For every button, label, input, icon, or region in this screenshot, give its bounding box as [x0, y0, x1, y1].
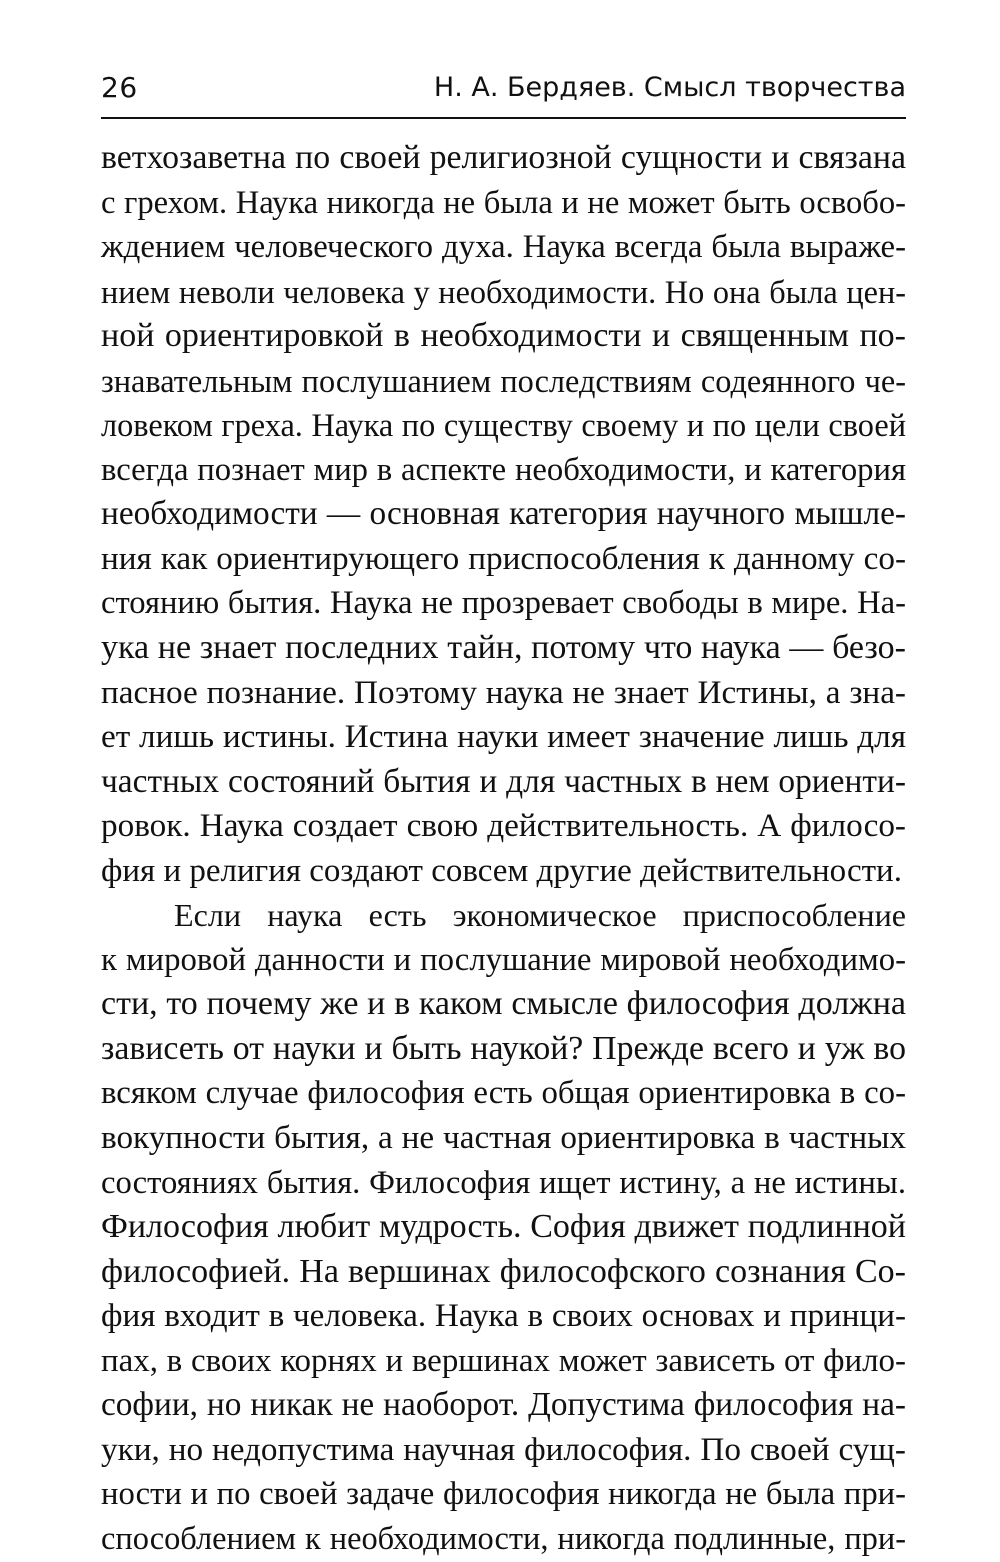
paragraph [101, 136, 906, 893]
text-line: пасное познание. Поэтому наука не знает Истины, а зна- [101, 673, 906, 711]
text-line: ности и по своей задаче философия никогда не была при- [101, 1476, 906, 1513]
text-line: ет лишь истины. Истина науки имеет значение лишь для [101, 718, 906, 756]
text-line: уки, но недопустима научная философия. По своей сущ- [101, 1430, 906, 1468]
text-line: Философия любит мудрость. София движет подлинной [101, 1208, 906, 1246]
text-line: частных состояний бытия и для частных в нем ориенти- [101, 762, 906, 800]
text-line: философией. На вершинах философского сознания Со- [101, 1252, 906, 1290]
text-line: состояниях бытия. Философия ищет истину, а не истины. [101, 1164, 906, 1201]
text-line: способлением к необходимости, никогда подлинные, при- [101, 1520, 906, 1557]
text-line: всяком случае философия есть общая ориентировка в со- [101, 1075, 906, 1112]
text-line: к мировой данности и послушание мировой необходимо- [101, 941, 906, 978]
header-divider [101, 117, 906, 119]
text-line: фия входит в человека. Наука в своих основах и принци- [101, 1297, 906, 1335]
text-line: нием неволи человека у необходимости. Но она была цен- [101, 273, 906, 310]
text-line: Если наука есть экономическое приспособление [174, 897, 906, 934]
text-line: пах, в своих корнях и вершинах может зависеть от фило- [101, 1342, 906, 1379]
text-line: ной ориентировкой в необходимости и священным по- [101, 317, 906, 355]
paragraph [101, 893, 906, 1561]
text-line: ветхозаветна по своей религиозной сущности и связана [101, 139, 906, 176]
text-line: всегда познает мир в аспекте необходимости, и категория [101, 451, 906, 488]
text-line: необходимости — основная категория научного мышле- [101, 495, 906, 533]
text-line: зависеть от науки и быть наукой? Прежде всего и уж во [101, 1029, 906, 1067]
page-header [101, 62, 906, 112]
text-line: ния как ориентирующего приспособления к данному со- [101, 539, 906, 577]
text-line: вокупности бытия, а не частная ориентировка в частных [101, 1119, 906, 1157]
text-line: стоянию бытия. Наука не прозревает свободы в мире. На- [101, 585, 906, 622]
text-line: с грехом. Наука никогда не была и не может быть освобо- [101, 184, 906, 221]
text-line: ука не знает последних тайн, потому что наука — безо- [101, 629, 906, 667]
page-number: 26 [101, 71, 138, 104]
running-title: Н. А. Бердяев. Смысл творчества [433, 72, 906, 103]
text-line: ждением человеческого духа. Наука всегда была выраже- [101, 229, 906, 266]
text-line: ровок. Наука создает свою действительность. А филосо- [101, 807, 906, 845]
body-text [101, 136, 906, 1562]
text-line: софии, но никак не наоборот. Допустима философия на- [101, 1386, 906, 1424]
text-line: сти, то почему же и в каком смысле философия должна [101, 985, 906, 1023]
text-line: знавательным послушанием последствиям содеянного че- [101, 362, 906, 399]
text-line: ловеком греха. Наука по существу своему и по цели своей [101, 407, 906, 444]
text-line: фия и религия создают совсем другие действительности. [101, 852, 902, 889]
